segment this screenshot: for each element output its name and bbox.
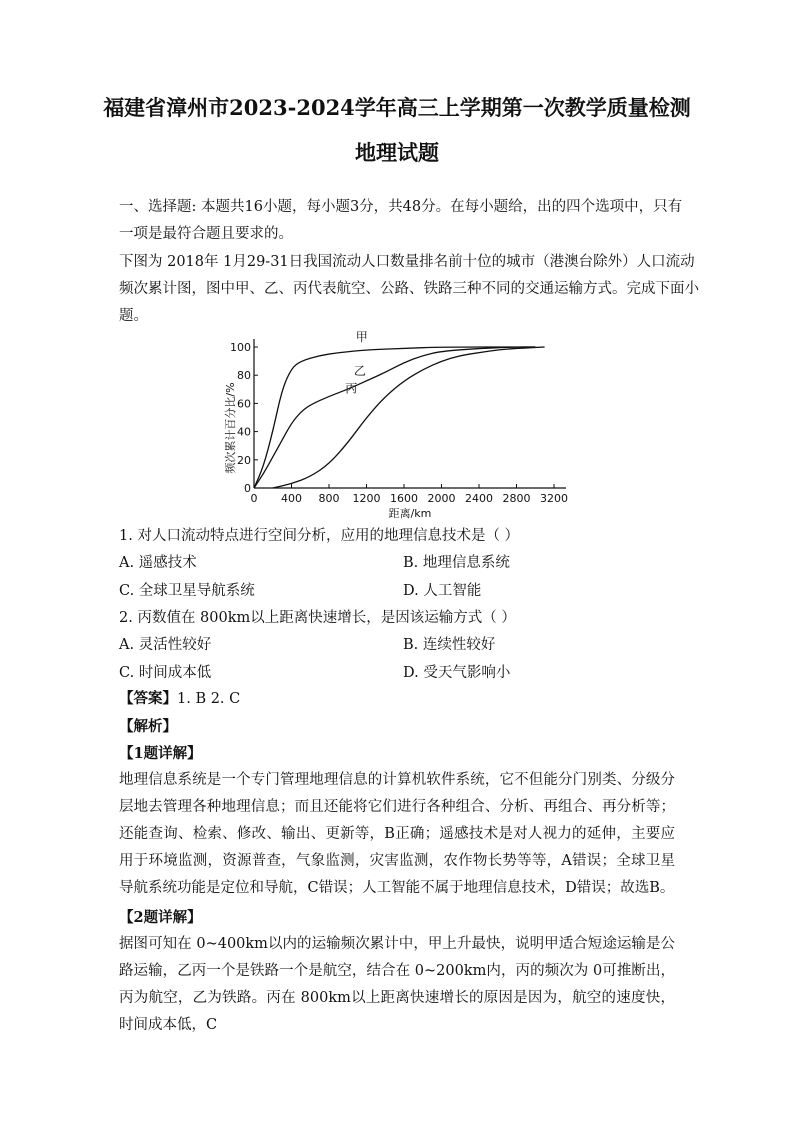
detail2-label: 【2题详解】 bbox=[119, 909, 202, 926]
stem-line1: 下图为 2018年 1月29-31日我国流动人口数量排名前十位的城市（港澳台除外）人口流动 bbox=[119, 254, 695, 270]
analysis-label: 【解析】 bbox=[119, 718, 177, 735]
x-axis-label: 距离/km bbox=[388, 507, 432, 520]
q1-stem: 1. 对人口流动特点进行空间分析，应用的地理信息技术是（ ） bbox=[119, 528, 520, 544]
q2-option-a: A. 灵活性较好 bbox=[119, 637, 212, 653]
series-label-1: 甲 bbox=[355, 330, 368, 344]
q1-option-c: C. 全球卫星导航系统 bbox=[119, 583, 255, 599]
doc-subtitle: 地理试题 bbox=[355, 140, 439, 165]
x-tick-label: 2000 bbox=[427, 492, 456, 505]
series-label-3: 丙 bbox=[345, 381, 358, 396]
x-tick-label: 0 bbox=[250, 492, 258, 505]
answer-line bbox=[119, 692, 240, 707]
x-tick-label: 2800 bbox=[502, 492, 531, 505]
answer-value: 1. B 2. C bbox=[177, 691, 241, 707]
x-tick-label: 400 bbox=[281, 492, 302, 505]
detail1-text: 地理信息系统是一个专门管理地理信息的计算机软件系统，它不但能分门别类、分级分层地去管理各种地理信息；而且还能将它们进行各种组合、分析、再组合、再分析等；还能查询、检索、修改、输出、更新等，B正确；遥感技术是对人视力的延伸，主要应用于环境监测，资源普查，气象监测，灾害监测，农作物长势等等，A错误；全球卫星导航系统功能是定位和导航，C错误；人工智能不属于地理信息技术，D错误；故选B。 bbox=[119, 772, 675, 896]
q2-option-c: C. 时间成本低 bbox=[119, 665, 212, 681]
x-tick-label: 1200 bbox=[352, 492, 381, 505]
x-tick-label: 2400 bbox=[465, 492, 493, 505]
chart-series bbox=[254, 330, 545, 488]
series-line-2 bbox=[254, 347, 535, 488]
y-tick-label: 80 bbox=[237, 369, 251, 383]
x-tick-label: 3200 bbox=[540, 492, 568, 505]
chart-axes bbox=[230, 339, 568, 505]
stem-line2: 频次累计图，图中甲、乙、丙代表航空、公路、铁路三种不同的交通运输方式。完成下面小 bbox=[119, 281, 699, 297]
doc-title: 福建省漳州市2023-2024学年高三上学期第一次教学质量检测 bbox=[103, 95, 691, 120]
q2-option-d: D. 受天气影响小 bbox=[403, 665, 511, 681]
y-tick-label: 60 bbox=[237, 397, 251, 411]
q2-stem: 2. 丙数值在 800km以上距离快速增长，是因该运输方式（ ） bbox=[119, 610, 516, 626]
q1-option-b: B. 地理信息系统 bbox=[403, 555, 510, 571]
y-tick-label: 100 bbox=[230, 341, 251, 354]
series-label-2: 乙 bbox=[353, 363, 366, 378]
series-line-3 bbox=[273, 347, 545, 488]
q1-option-d: D. 人工智能 bbox=[403, 583, 482, 599]
x-tick-label: 800 bbox=[318, 492, 340, 505]
q2-option-b: B. 连续性较好 bbox=[403, 637, 496, 653]
distance-frequency-chart bbox=[220, 328, 580, 523]
stem-line3: 题。 bbox=[119, 308, 148, 324]
y-tick-label: 0 bbox=[244, 482, 251, 495]
y-tick-label: 20 bbox=[237, 453, 251, 467]
x-tick-label: 1600 bbox=[390, 492, 418, 505]
section-intro-line2: 一项是最符合题且要求的。 bbox=[119, 226, 293, 242]
detail2-text: 据图可知在 0~400km以内的运输频次累计中，甲上升最快，说明甲适合短途运输是公路运输，乙丙一个是铁路一个是航空，结合在 0~200km内，丙的频次为 0可推断出，丙为航空，乙为铁路。丙在 800km以上距离快速增长的原因是因为，航空的速度快，时间成本低，C bbox=[119, 936, 675, 1033]
section-intro-line1: 一、选择题: 本题共16小题，每小题3分，共48分。在每小题给，出的四个选项中，只有 bbox=[119, 199, 683, 215]
answer-label: 【答案】 bbox=[119, 690, 177, 707]
detail1-label: 【1题详解】 bbox=[119, 745, 202, 762]
q1-option-a: A. 遥感技术 bbox=[119, 555, 197, 571]
y-axis-label: 频次累计百分比/% bbox=[224, 382, 237, 474]
y-tick-label: 40 bbox=[237, 425, 251, 439]
